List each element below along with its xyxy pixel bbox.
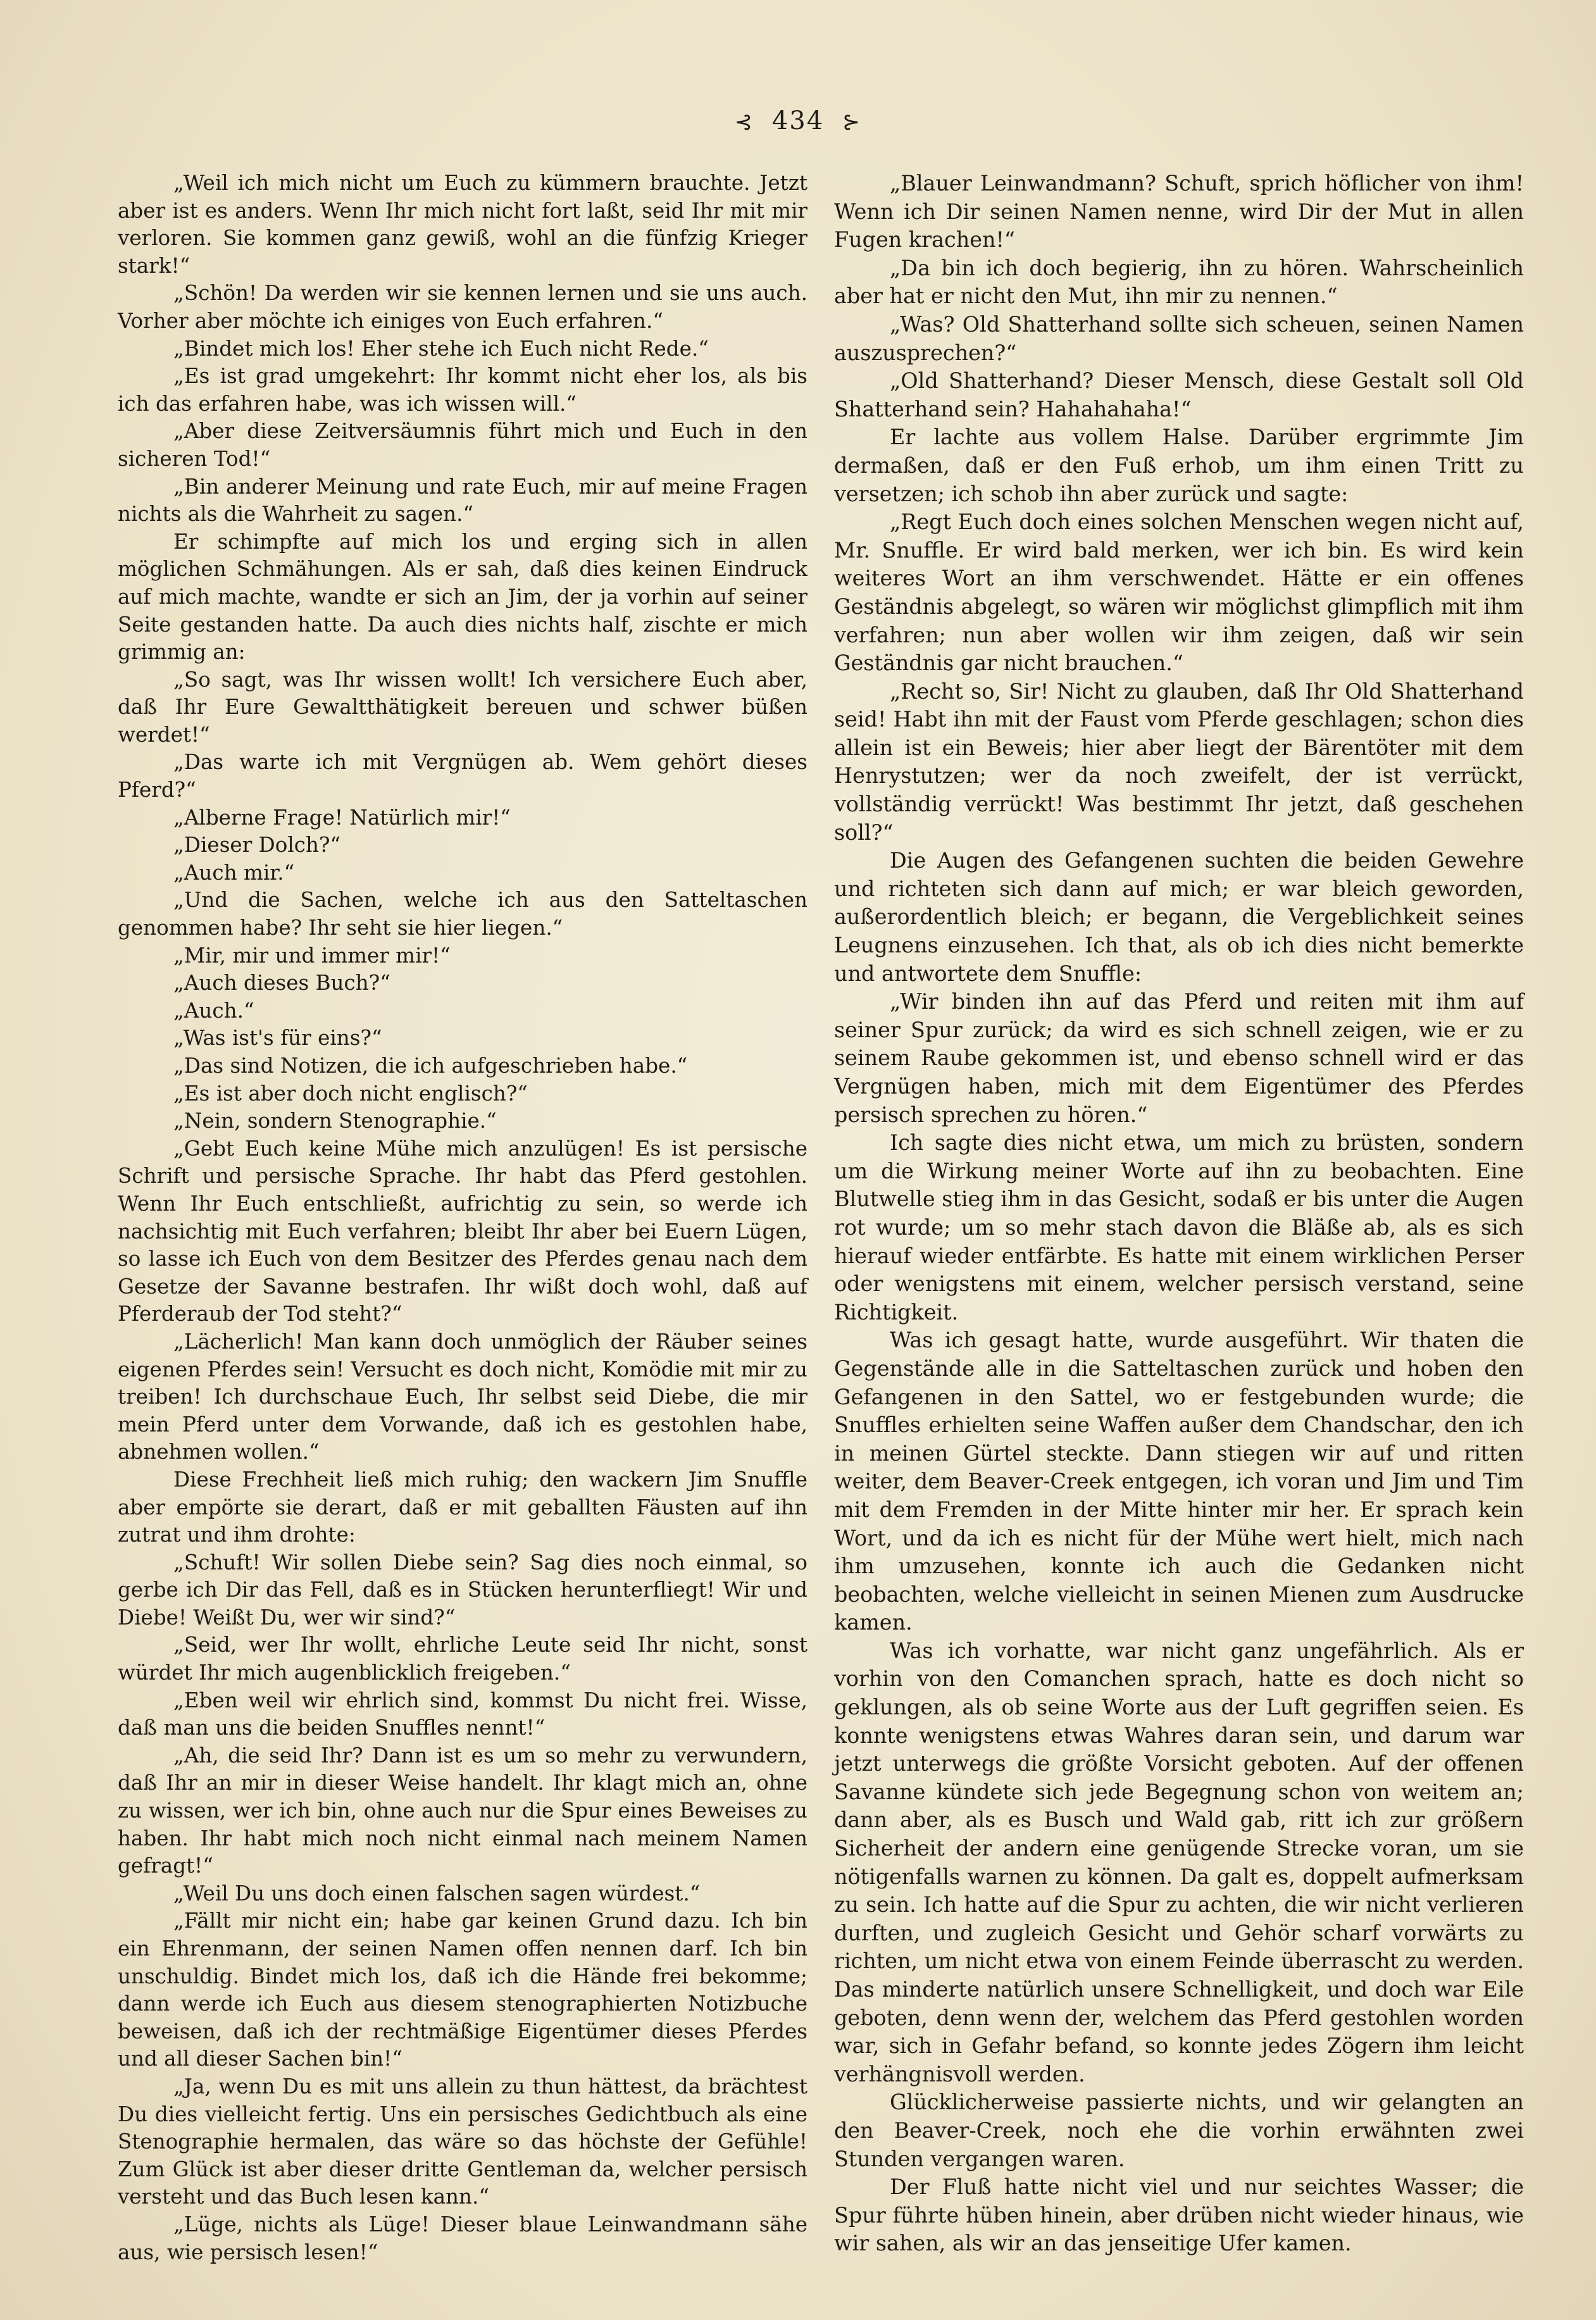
paragraph: Was ich vorhatte, war nicht ganz ungefährlich. Als er vorhin von den Comanchen sprach, hatte es doch nicht so geklungen, als ob seine Worte aus der Luft gegriffen seien. Es konnte wenigstens etwas Wahres daran sein, und darum war jetzt unterwegs die größte Vorsicht geboten. Auf der offenen Savanne kündete sich jede Begegnung schon von weitem an; dann aber, als es Busch und Wald gab, ritt ich zur größern Sicherheit der andern eine genügende Strecke voran, um sie nötigenfalls warnen zu können. Da galt es, doppelt aufmerksam zu sein. Ich hatte auf die Spur zu achten, die wir nicht verlieren durften, und zugleich Gesicht und Gehör scharf vorwärts zu richten, um nicht etwa von einem Feinde überrascht zu werden. Das minderte natürlich unsere Schnelligkeit, und doch war Eile geboten, denn wenn der, welchem das Pferd gestohlen worden war, sich in Gefahr befand, so konnte jedes Zögern ihm leicht verhängnisvoll werden.	[834, 1638, 1524, 2086]
paragraph: „Da bin ich doch begierig, ihn zu hören. Wahrscheinlich aber hat er nicht den Mut, ihn mir zu nennen.“	[834, 255, 1524, 309]
paragraph: „Was ist's für eins?“	[173, 1026, 382, 1051]
paragraph: „Eben weil wir ehrlich sind, kommst Du nicht frei. Wisse, daß man uns die beiden Snuffles nennt!“	[118, 1688, 807, 1740]
paragraph: „Auch mir.“	[173, 860, 295, 885]
paragraph: „Auch dieses Buch?“	[173, 971, 390, 995]
paragraph: „Das warte ich mit Vergnügen ab. Wem gehört dieses Pferd?“	[118, 750, 807, 802]
paragraph: „Lüge, nichts als Lüge! Dieser blaue Leinwandmann sähe aus, wie persisch lesen!“	[118, 2212, 807, 2264]
paragraph: „Ah, die seid Ihr? Dann ist es um so mehr zu verwundern, daß Ihr an mir in dieser Weise handelt. Ihr klagt mich an, ohne zu wissen, wer ich bin, ohne auch nur die Spur eines Beweises zu haben. Ihr habt mich noch nicht einmal nach meinem Namen gefragt!“	[118, 1743, 807, 1878]
paragraph: „Old Shatterhand? Dieser Mensch, diese Gestalt soll Old Shatterhand sein? Hahahahaha!“	[834, 368, 1524, 421]
paragraph: „Alberne Frage! Natürlich mir!“	[173, 805, 511, 830]
paragraph: „Schuft! Wir sollen Diebe sein? Sag dies noch einmal, so gerbe ich Dir das Fell, daß es in Stücken herunterfliegt! Wir und Diebe! Weißt Du, wer wir sind?“	[118, 1550, 807, 1630]
page-header	[0, 106, 1596, 135]
paragraph: Ich sagte dies nicht etwa, um mich zu brüsten, sondern um die Wirkung meiner Worte auf ihn zu beobachten. Eine Blutwelle stieg ihm in das Gesicht, sodaß er bis unter die Augen rot wurde; um so mehr stach davon die Bläße ab, als es sich hierauf wieder entfärbte. Es hatte mit einem wirklichen Perser oder wenigstens mit einem, welcher persisch verstand, seine Richtigkeit.	[834, 1130, 1524, 1325]
paragraph: „Gebt Euch keine Mühe mich anzulügen! Es ist persische Schrift und persische Sprache. Ihr habt das Pferd gestohlen. Wenn Ihr Euch entschließt, aufrichtig zu sein, so werde ich nachsichtig mit Euch verfahren; bleibt Ihr aber bei Euern Lügen, so lasse ich Euch von dem Besitzer des Pferdes genau nach dem Gesetze der Savanne bestrafen. Ihr wißt doch wohl, daß auf Pferderaub der Tod steht?“	[118, 1136, 807, 1326]
paragraph: „Weil Du uns doch einen falschen sagen würdest.“	[173, 1881, 701, 1905]
paragraph: „Schön! Da werden wir sie kennen lernen und sie uns auch. Vorher aber möchte ich einiges von Euch erfahren.“	[118, 281, 807, 333]
paragraph: „Weil ich mich nicht um Euch zu kümmern brauchte. Jetzt aber ist es anders. Wenn Ihr mich nicht fort laßt, seid Ihr mit mir verloren. Sie kommen ganz gewiß, wohl an die fünfzig Krieger stark!“	[118, 171, 807, 278]
paragraph: „Mir, mir und immer mir!“	[173, 943, 451, 968]
paragraph: Was ich gesagt hatte, wurde ausgeführt. Wir thaten die Gegenstände alle in die Satteltaschen zurück und hoben den Gefangenen in den Sattel, wo er festgebunden wurde; die Snuffles erhielten seine Waffen außer dem Chandschar, den ich in meinen Gürtel steckte. Dann stiegen wir auf und ritten weiter, dem Beaver-Creek entgegen, ich voran und Jim und Tim mit dem Fremden in der Mitte hinter mir her. Er sprach kein Wort, und da ich es nicht für der Mühe wert hielt, mich nach ihm umzusehen, konnte ich auch die Gedanken nicht beobachten, welche vielleicht in seinen Mienen zum Ausdrucke kamen.	[834, 1328, 1524, 1635]
left-column	[118, 170, 807, 2266]
paragraph: „So sagt, was Ihr wissen wollt! Ich versichere Euch aber, daß Ihr Eure Gewaltthätigkeit bereuen und schwer büßen werdet!“	[118, 667, 807, 747]
ornament-right-icon: ⊱	[842, 109, 862, 135]
paragraph: „Dieser Dolch?“	[173, 833, 341, 858]
paragraph: „Das sind Notizen, die ich aufgeschrieben habe.“	[173, 1054, 688, 1078]
page-number: 434	[771, 106, 825, 135]
paragraph: „Auch.“	[173, 998, 254, 1023]
right-column	[834, 170, 1524, 2258]
paragraph: Er schimpfte auf mich los und erging sich in allen möglichen Schmähungen. Als er sah, daß dies keinen Eindruck auf mich machte, wandte er sich an Jim, der ja vorhin auf seiner Seite gestanden hatte. Da auch dies nichts half, zischte er mich grimmig an:	[118, 529, 807, 664]
paragraph: „Was? Old Shatterhand sollte sich scheuen, seinen Namen auszusprechen?“	[834, 311, 1524, 365]
paragraph: „Recht so, Sir! Nicht zu glauben, daß Ihr Old Shatterhand seid! Habt ihn mit der Faust vom Pferde geschlagen; schon dies allein ist ein Beweis; hier aber liegt der Bärentöter mit dem Henrystutzen; wer da noch zweifelt, der ist verrückt, vollständig verrückt! Was bestimmt Ihr jetzt, daß geschehen soll?“	[834, 678, 1524, 845]
paragraph: „Nein, sondern Stenographie.“	[173, 1109, 497, 1133]
ornament-left-icon: ⊰	[734, 109, 754, 135]
paragraph: „Fällt mir nicht ein; habe gar keinen Grund dazu. Ich bin ein Ehrenmann, der seinen Namen offen nennen darf. Ich bin unschuldig. Bindet mich los, daß ich die Hände frei bekomme; dann werde ich Euch aus diesem stenographierten Notizbuche beweisen, daß ich der rechtmäßige Eigentümer dieses Pferdes und all dieser Sachen bin!“	[118, 1909, 807, 2071]
paragraph: „Ja, wenn Du es mit uns allein zu thun hättest, da brächtest Du dies vielleicht fertig. Uns ein persisches Gedichtbuch als eine Stenographie hermalen, das wäre so das höchste der Gefühle! Zum Glück ist aber dieser dritte Gentleman da, welcher persisch versteht und das Buch lesen kann.“	[118, 2074, 807, 2209]
paragraph: „Blauer Leinwandmann? Schuft, sprich höflicher von ihm! Wenn ich Dir seinen Namen nenne, wird Dir der Mut in allen Fugen krachen!“	[834, 171, 1524, 253]
paragraph: „Bindet mich los! Eher stehe ich Euch nicht Rede.“	[173, 336, 709, 361]
paragraph: Diese Frechheit ließ mich ruhig; den wackern Jim Snuffle aber empörte sie derart, daß er mit geballten Fäusten auf ihn zutrat und ihm drohte:	[118, 1467, 807, 1547]
paragraph: Er lachte aus vollem Halse. Darüber ergrimmte Jim dermaßen, daß er den Fuß erhob, um ihm einen Tritt zu versetzen; ich schob ihn aber zurück und sagte:	[834, 425, 1524, 506]
paragraph: „Es ist grad umgekehrt: Ihr kommt nicht eher los, als bis ich das erfahren habe, was ich wissen will.“	[118, 364, 807, 416]
paragraph: „Lächerlich! Man kann doch unmöglich der Räuber seines eigenen Pferdes sein! Versucht es doch nicht, Komödie mit mir zu treiben! Ich durchschaue Euch, Ihr selbst seid Diebe, die mir mein Pferd unter dem Vorwande, daß ich es gestohlen habe, abnehmen wollen.“	[118, 1329, 807, 1464]
paragraph: „Seid, wer Ihr wollt, ehrliche Leute seid Ihr nicht, sonst würdet Ihr mich augenblicklich freigeben.“	[118, 1633, 807, 1685]
paragraph: „Regt Euch doch eines solchen Menschen wegen nicht auf, Mr. Snuffle. Er wird bald merken, wer ich bin. Es wird kein weiteres Wort an ihm verschwendet. Hätte er ein offenes Geständnis abgelegt, so wären wir möglichst glimpflich mit ihm verfahren; nun aber wollen wir ihm zeigen, daß wir sein Geständnis gar nicht brauchen.“	[834, 509, 1524, 676]
paragraph: „Es ist aber doch nicht englisch?“	[173, 1081, 528, 1106]
paragraph: „Wir binden ihn auf das Pferd und reiten mit ihm auf seiner Spur zurück; da wird es sich schnell zeigen, wie er zu seinem Raube gekommen ist, und ebenso schnell wird er das Vergnügen haben, mich mit dem Eigentümer des Pferdes persisch sprechen zu hören.“	[834, 989, 1524, 1127]
paragraph: Glücklicherweise passierte nichts, und wir gelangten an den Beaver-Creek, noch ehe die vorhin erwähnten zwei Stunden vergangen waren.	[834, 2090, 1524, 2171]
paragraph: „Und die Sachen, welche ich aus den Satteltaschen genommen habe? Ihr seht sie hier liegen.“	[118, 888, 807, 940]
paragraph: „Aber diese Zeitversäumnis führt mich und Euch in den sicheren Tod!“	[118, 419, 807, 471]
paragraph: Die Augen des Gefangenen suchten die beiden Gewehre und richteten sich dann auf mich; er war bleich geworden, außerordentlich bleich; er begann, die Vergeblichkeit seines Leugnens einzusehen. Ich that, als ob ich dies nicht bemerkte und antwortete dem Snuffle:	[834, 848, 1524, 986]
paragraph: „Bin anderer Meinung und rate Euch, mir auf meine Fragen nichts als die Wahrheit zu sagen.“	[118, 474, 807, 527]
paragraph: Der Fluß hatte nicht viel und nur seichtes Wasser; die Spur führte hüben hinein, aber drüben nicht wieder hinaus, wie wir sahen, als wir an das jenseitige Ufer kamen.	[834, 2174, 1524, 2256]
